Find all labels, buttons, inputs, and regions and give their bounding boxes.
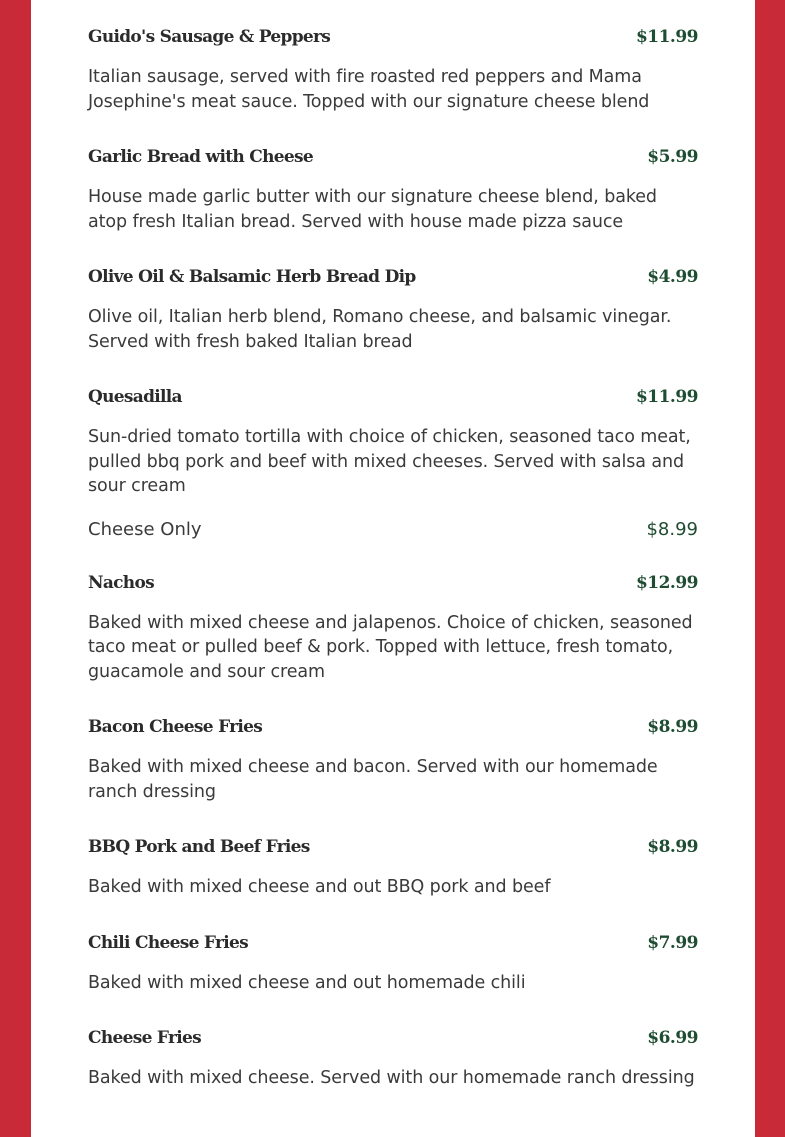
item-description: House made garlic butter with our signature cheese blend, baked atop fresh Italian bread. Served with house made pizza sauce <box>88 187 657 232</box>
item-name: Guido's Sausage & Peppers <box>88 27 331 47</box>
item-name: Cheese Fries <box>88 1028 201 1048</box>
item-description: Baked with mixed cheese and bacon. Served with our homemade ranch dressing <box>88 757 658 802</box>
item-price: $8.99 <box>647 717 698 737</box>
menu-page <box>31 0 755 1137</box>
item-name: Garlic Bread with Cheese <box>88 147 313 167</box>
item-price: $7.99 <box>647 932 698 953</box>
item-price: $4.99 <box>647 267 698 287</box>
item-description: Sun-dried tomato tortilla with choice of chicken, seasoned taco meat, pulled bbq pork and beef with mixed cheeses. Served with salsa and sour cream <box>88 427 691 496</box>
menu-item <box>88 267 698 354</box>
item-price: $8.99 <box>647 837 698 857</box>
menu-item <box>88 717 698 804</box>
option-label: Cheese Only <box>88 518 202 540</box>
item-price: $11.99 <box>635 27 698 47</box>
item-name: Quesadilla <box>88 387 182 407</box>
menu-item <box>88 387 698 540</box>
menu-item <box>88 27 698 114</box>
item-price: $6.99 <box>647 1028 698 1048</box>
item-description: Olive oil, Italian herb blend, Romano cheese, and balsamic vinegar. Served with fresh baked Italian bread <box>88 307 672 352</box>
item-description: Baked with mixed cheese and jalapenos. Choice of chicken, seasoned taco meat or pulled beef & pork. Topped with lettuce, fresh tomato, guacamole and sour cream <box>88 612 693 682</box>
item-description: Baked with mixed cheese. Served with our homemade ranch dressing <box>88 1068 695 1088</box>
item-price: $11.99 <box>635 387 698 407</box>
item-option <box>88 519 698 540</box>
item-price: $5.99 <box>647 147 698 167</box>
item-name: Bacon Cheese Fries <box>88 717 263 737</box>
menu-item <box>88 147 698 234</box>
menu-item <box>88 573 698 685</box>
item-price: $12.99 <box>635 572 698 593</box>
menu-item <box>88 1028 698 1091</box>
menu-item <box>88 837 698 900</box>
option-price: $8.99 <box>646 518 698 540</box>
menu-item <box>88 933 698 996</box>
item-description: Italian sausage, served with fire roasted red peppers and Mama Josephine's meat sauce. Topped with our signature cheese blend <box>88 67 650 112</box>
item-description: Baked with mixed cheese and out homemade chili <box>88 972 526 993</box>
menu-list <box>88 27 698 1091</box>
item-description: Baked with mixed cheese and out BBQ pork and beef <box>88 877 551 897</box>
item-name: BBQ Pork and Beef Fries <box>88 837 310 857</box>
item-name: Nachos <box>88 572 154 593</box>
item-name: Chili Cheese Fries <box>88 932 248 953</box>
item-name: Olive Oil & Balsamic Herb Bread Dip <box>88 267 416 287</box>
